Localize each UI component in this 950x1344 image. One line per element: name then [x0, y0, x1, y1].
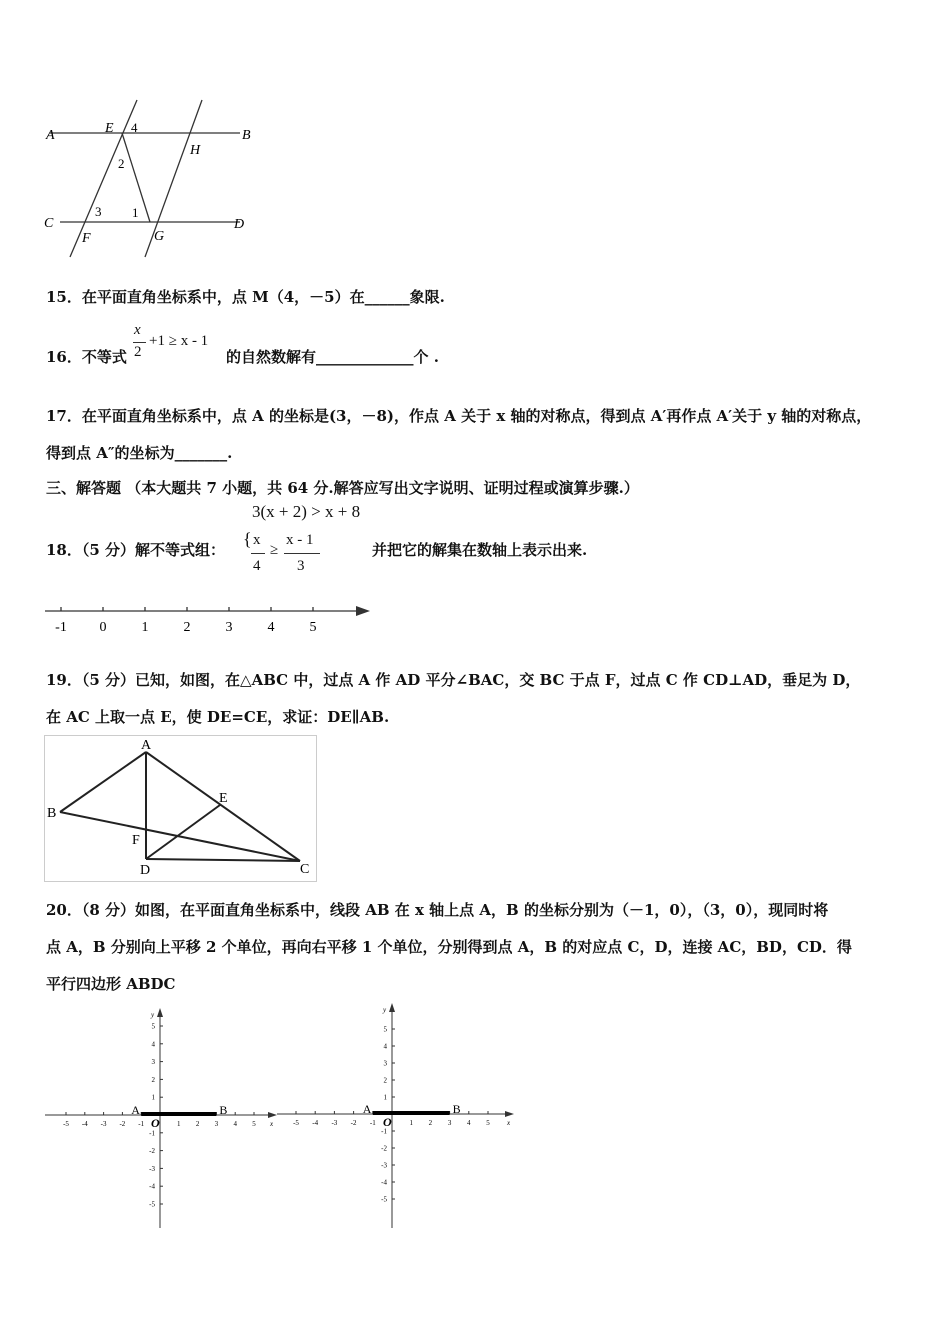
angle-3: 3: [95, 204, 102, 219]
y-axis-arrow-icon: [389, 1003, 395, 1012]
number-line-arrow-icon: [356, 606, 370, 616]
q16-frac-den: 2: [134, 344, 142, 360]
question-20-line2: 点 A，B 分别向上平移 2 个单位，再向右平移 1 个单位，分别得到点 A，B 的对应点 C，D，连接 AC，BD，CD．得: [46, 938, 852, 956]
q16-frac-bar: [133, 342, 146, 343]
x-tick-label: -5: [63, 1120, 69, 1128]
q18-frac-left-den: 4: [253, 558, 261, 574]
x-tick-label: 3: [214, 1120, 219, 1128]
angle-2: 2: [118, 156, 125, 171]
question-19-line1: 19．（5 分）已知，如图，在△ABC 中，过点 A 作 AD 平分∠BAC，交 BC 于点 F，过点 C 作 CD⊥AD，垂足为 D，: [46, 671, 861, 689]
q16-frac-num: x: [134, 322, 141, 338]
number-line: [40, 598, 380, 638]
x-tick-label: -2: [350, 1119, 357, 1127]
coordinate-grid-right: [272, 1000, 517, 1230]
label-E: E: [105, 121, 114, 136]
y-tick-label: 5: [151, 1022, 155, 1031]
number-line-tick-label: 1: [141, 620, 149, 635]
question-15: 15．在平面直角坐标系中，点 M（4，－5）在______象限.: [46, 288, 445, 306]
y-tick-label: -3: [149, 1164, 155, 1173]
x-tick-label: 1: [409, 1119, 413, 1127]
y-tick-label: 2: [151, 1075, 155, 1084]
number-line-tick-label: 0: [99, 620, 107, 635]
y-tick-label: 3: [383, 1059, 387, 1068]
y-tick-label: -5: [149, 1200, 155, 1209]
q18-brace: {: [243, 529, 252, 549]
x-tick-label: -3: [331, 1119, 338, 1127]
label-D: D: [234, 217, 245, 232]
q18-operator: ≥: [270, 542, 279, 558]
number-line-tick-label: 4: [267, 620, 275, 635]
label-D: D: [140, 863, 151, 878]
label-H: H: [190, 143, 201, 158]
y-axis-label: y: [151, 1011, 155, 1019]
label-A: A: [141, 738, 152, 753]
label-A: A: [46, 128, 55, 143]
q18-frac-right-den: 3: [297, 558, 305, 574]
y-tick-label: 3: [151, 1058, 155, 1067]
x-tick-label: 5: [486, 1119, 490, 1127]
angle-1: 1: [132, 205, 139, 220]
question-16-prefix: 16．不等式: [46, 348, 127, 366]
y-tick-label: -4: [381, 1178, 387, 1187]
question-16-suffix: 的自然数解有_____________个 .: [226, 348, 439, 366]
y-tick-label: 2: [383, 1076, 387, 1085]
x-tick-label: -5: [293, 1119, 299, 1127]
y-tick-label: -1: [381, 1127, 387, 1136]
point-a-label: A: [131, 1103, 140, 1117]
x-axis-label: x: [507, 1119, 511, 1127]
question-18-suffix: 并把它的解集在数轴上表示出来.: [372, 541, 588, 559]
x-tick-label: -2: [119, 1120, 126, 1128]
label-C: C: [44, 216, 54, 231]
label-B: B: [47, 806, 57, 821]
question-17-line1: 17．在平面直角坐标系中，点 A 的坐标是(3，－8)，作点 A 关于 x 轴的对称点，得到点 A′再作点 A′关于 y 轴的对称点，: [46, 407, 872, 425]
x-tick-label: 2: [195, 1120, 200, 1128]
y-tick-label: 5: [383, 1025, 387, 1034]
y-tick-label: 4: [383, 1042, 387, 1051]
y-tick-label: -5: [381, 1195, 387, 1204]
y-axis-label: y: [383, 1006, 387, 1014]
number-line-tick-label: 5: [309, 620, 317, 635]
angle-4: 4: [131, 120, 138, 135]
x-tick-label: 5: [252, 1120, 256, 1128]
label-C: C: [300, 862, 310, 877]
y-tick-label: 4: [151, 1040, 155, 1049]
triangle-figure: [44, 735, 318, 883]
x-tick-label: 3: [447, 1119, 452, 1127]
x-tick-label: -4: [312, 1119, 319, 1127]
x-tick-label: 4: [467, 1119, 471, 1127]
y-tick-label: -3: [381, 1161, 387, 1170]
q18-frac-left-bar: [251, 553, 265, 554]
point-a-label: A: [362, 1102, 372, 1116]
x-tick-label: -1: [138, 1120, 145, 1128]
y-axis-arrow-icon: [157, 1008, 163, 1017]
label-B: B: [242, 128, 251, 143]
number-line-tick-label: -1: [55, 620, 67, 635]
number-line-tick-label: 2: [183, 620, 191, 635]
q18-frac-right-bar: [284, 553, 320, 554]
y-tick-label: -1: [149, 1129, 155, 1138]
x-tick-label: -3: [100, 1120, 107, 1128]
question-18-prefix: 18．（5 分）解不等式组：: [46, 541, 226, 559]
label-G: G: [154, 229, 165, 244]
question-20-line1: 20．（8 分）如图，在平面直角坐标系中，线段 AB 在 x 轴上点 A，B 的坐标分别为（－1，0），（3，0），现同时将: [46, 901, 829, 919]
y-tick-label: 1: [151, 1093, 155, 1102]
y-tick-label: -4: [149, 1182, 155, 1191]
y-tick-label: -2: [381, 1144, 387, 1153]
point-b-label: B: [452, 1102, 461, 1116]
question-20-line3: 平行四边形 ABDC: [46, 975, 176, 993]
label-E: E: [219, 791, 228, 806]
x-axis-label: x: [270, 1120, 274, 1128]
coordinate-grid-left: [40, 1005, 280, 1230]
x-tick-label: 2: [428, 1119, 433, 1127]
q18-frac-right-num: x - 1: [286, 532, 314, 548]
question-19-line2: 在 AC 上取一点 E，使 DE=CE，求证：DE∥AB.: [46, 708, 390, 726]
question-17-line2: 得到点 A″的坐标为_______.: [46, 444, 233, 462]
y-tick-label: -2: [149, 1147, 155, 1156]
q18-frac-left-num: x: [253, 532, 261, 548]
q18-inequality-1: 3(x + 2) > x + 8: [252, 502, 361, 521]
x-axis-arrow-icon: [505, 1111, 514, 1117]
y-tick-label: 1: [383, 1093, 387, 1102]
q16-expression: +1 ≥ x - 1: [149, 333, 209, 349]
point-b-label: B: [219, 1103, 228, 1117]
label-F: F: [82, 231, 91, 246]
x-tick-label: 4: [233, 1120, 237, 1128]
origin-label: O: [151, 1116, 160, 1130]
section-heading: 三、解答题 （本大题共 7 小题，共 64 分.解答应写出文字说明、证明过程或演算步骤.）: [46, 479, 639, 497]
x-tick-label: -4: [81, 1120, 88, 1128]
number-line-tick-label: 3: [225, 620, 233, 635]
origin-label: O: [383, 1115, 392, 1129]
x-tick-label: -1: [369, 1119, 376, 1127]
x-tick-label: 1: [177, 1120, 181, 1128]
label-F: F: [132, 833, 140, 848]
parallel-lines-figure: [40, 95, 270, 265]
